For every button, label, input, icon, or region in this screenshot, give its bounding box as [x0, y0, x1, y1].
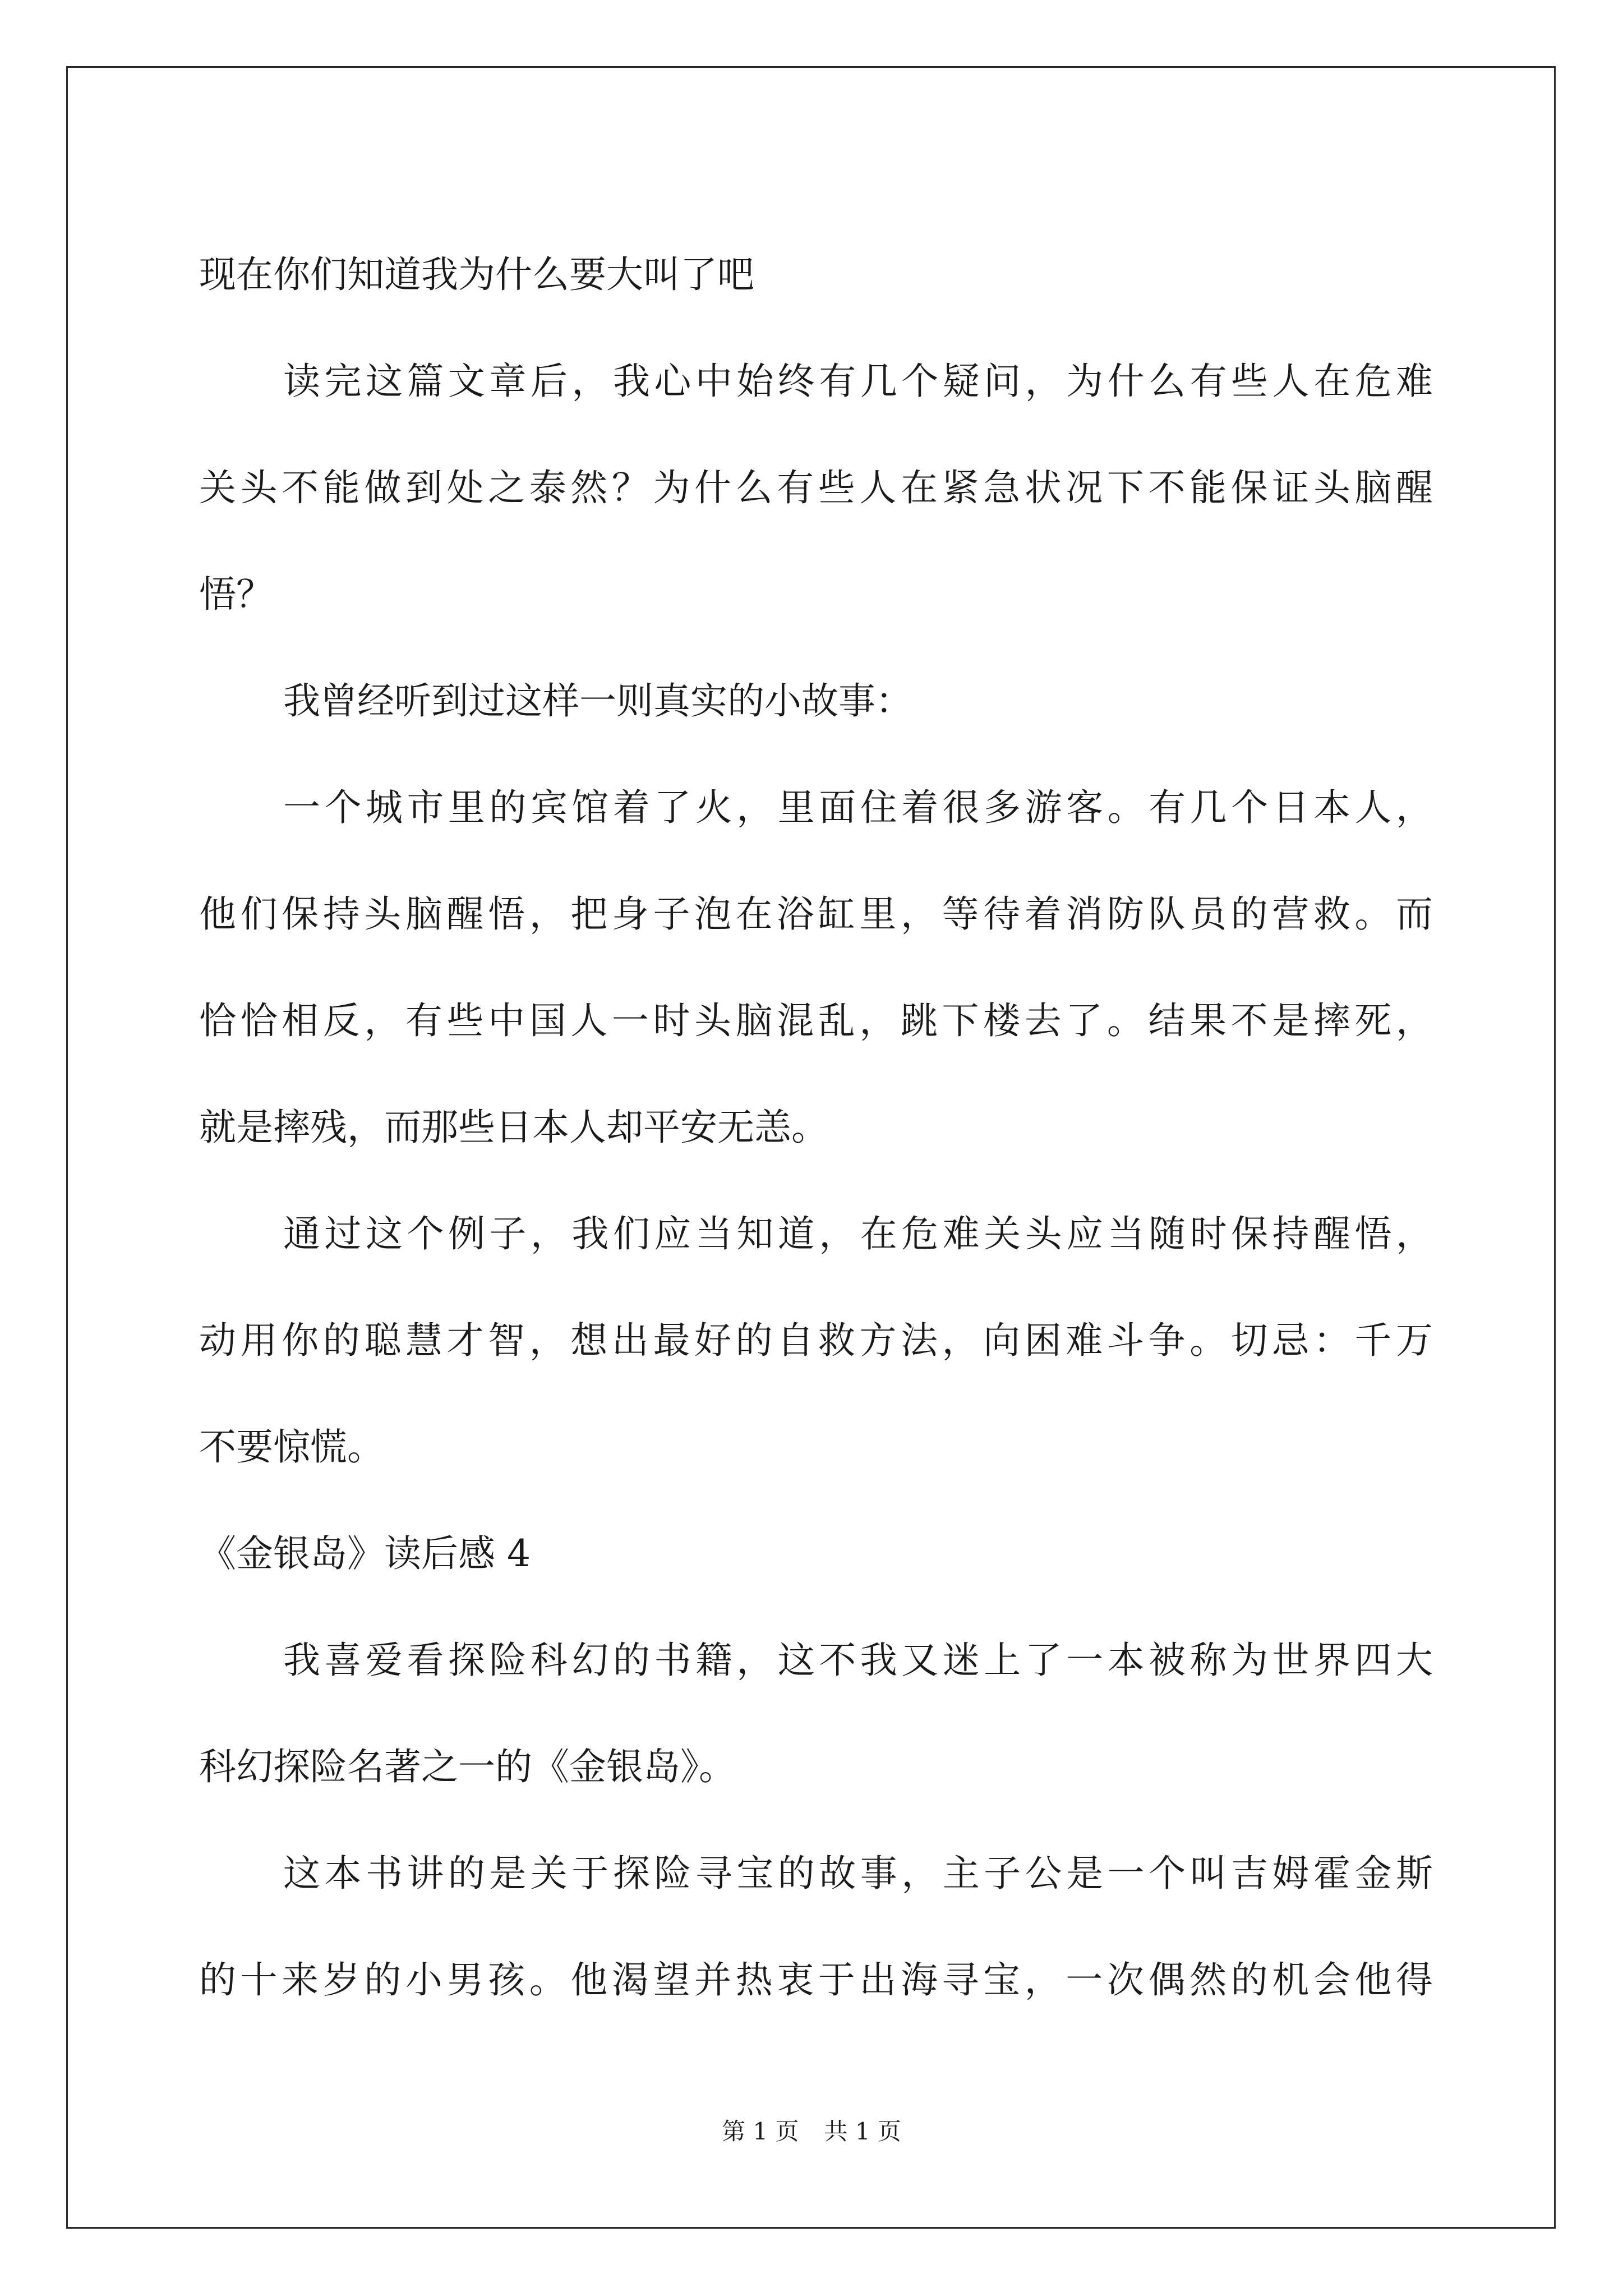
text-line: 读完这篇文章后，我心中始终有几个疑问，为什么有些人在危难 [283, 360, 1433, 403]
text-line: 科幻探险名著之一的《金银岛》。 [199, 1745, 736, 1788]
text-line: 一个城市里的宾馆着了火，里面住着很多游客。有几个日本人， [283, 786, 1433, 829]
text-line: 我曾经听到过这样一则真实的小故事： [283, 679, 912, 723]
text-line: 我喜爱看探险科幻的书籍，这不我又迷上了一本被称为世界四大 [283, 1639, 1433, 1682]
text-line: 的十来岁的小男孩。他渴望并热衷于出海寻宝，一次偶然的机会他得 [199, 1958, 1433, 2001]
page-total: 共 1 页 [824, 2118, 901, 2145]
text-line: 现在你们知道我为什么要大叫了吧 [199, 253, 754, 296]
text-line: 关头不能做到处之泰然？为什么有些人在紧急状况下不能保证头脑醒 [199, 466, 1433, 509]
text-line: 他们保持头脑醒悟，把身子泡在浴缸里，等待着消防队员的营救。而 [199, 892, 1433, 936]
page-number: 第 1 页 [722, 2118, 799, 2145]
text-line: 就是摔残，而那些日本人却平安无恙。 [199, 1106, 828, 1149]
text-line: 不要惊慌。 [199, 1425, 384, 1469]
text-line: 恰恰相反，有些中国人一时头脑混乱，跳下楼去了。结果不是摔死， [199, 999, 1433, 1042]
document-body [199, 222, 1433, 2033]
text-line: 通过这个例子，我们应当知道，在危难关头应当随时保持醒悟， [283, 1212, 1433, 1255]
section-heading: 《金银岛》读后感 4 [199, 1532, 531, 1575]
text-line: 悟？ [199, 573, 273, 616]
text-line: 这本书讲的是关于探险寻宝的故事，主子公是一个叫吉姆霍金斯 [283, 1852, 1433, 1895]
page-footer [0, 2115, 1623, 2148]
text-line: 动用你的聪慧才智，想出最好的自救方法，向困难斗争。切忌：千万 [199, 1319, 1433, 1362]
